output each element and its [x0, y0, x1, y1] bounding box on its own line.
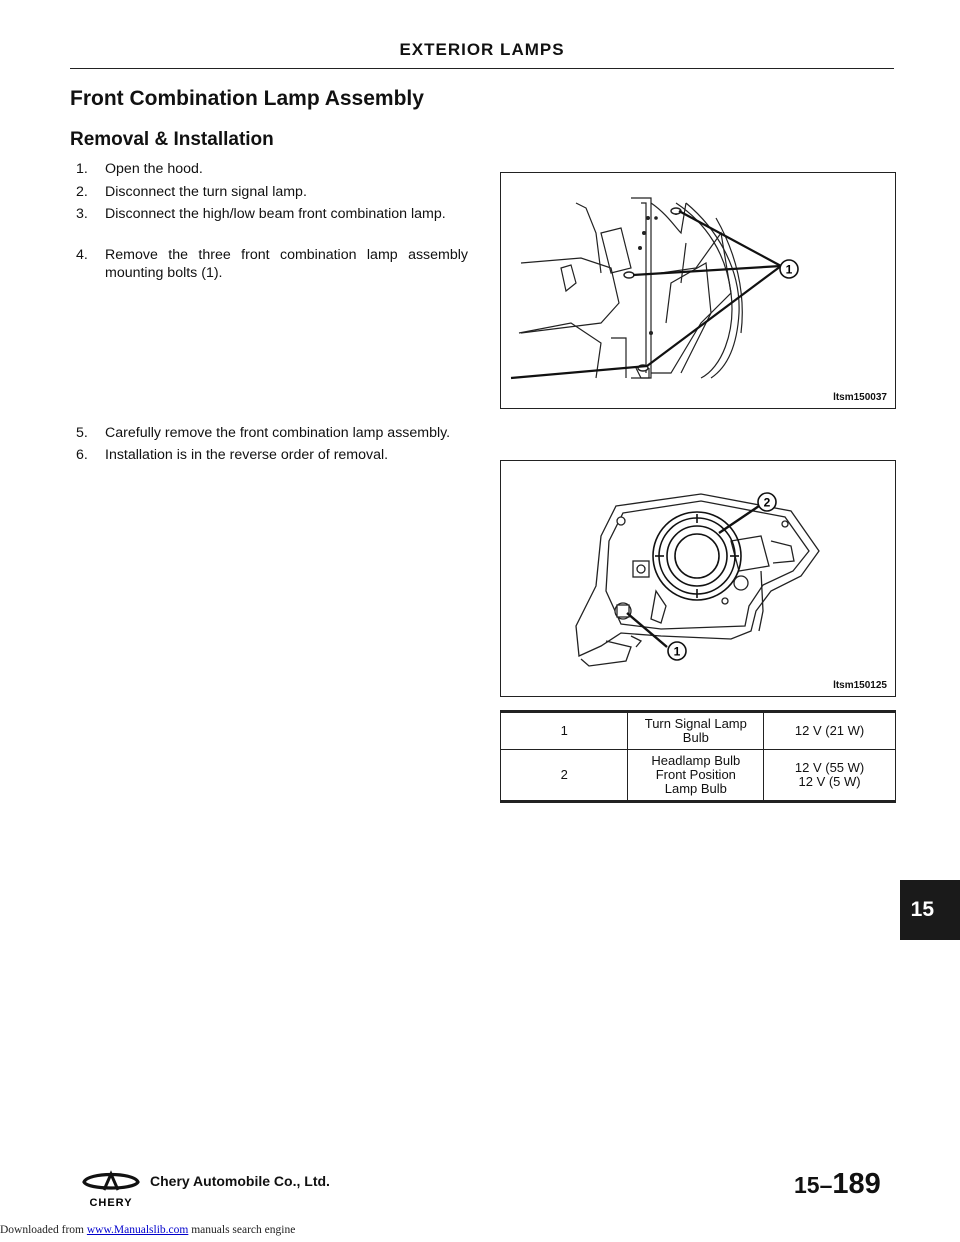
bulb-spec-table	[500, 710, 896, 803]
figure-lamp-rear	[500, 460, 896, 697]
figure-code: ltsm150125	[833, 680, 887, 691]
step-text: Carefully remove the front combination lamp assembly.	[105, 425, 451, 441]
table-cell-name	[628, 712, 764, 750]
table-row	[501, 712, 896, 750]
section-subheading: Removal & Installation	[70, 129, 274, 150]
section-tab	[900, 880, 960, 940]
download-footer	[0, 1224, 295, 1236]
manualslib-link[interactable]: www.Manualslib.com	[86, 1224, 189, 1236]
step-number: 6.	[76, 447, 88, 463]
name-line: Lamp Bulb	[664, 781, 727, 796]
step-text: Disconnect the high/low beam front combination lamp.	[105, 206, 446, 222]
table-row	[501, 750, 896, 802]
page-number-value: 189	[832, 1168, 881, 1200]
header-divider	[70, 68, 894, 69]
step-text: Open the hood.	[105, 161, 203, 177]
name-line: Turn Signal Lamp	[644, 716, 747, 731]
callout-label: 2	[763, 495, 771, 510]
chery-logo-icon	[80, 1168, 142, 1216]
figure-code: ltsm150037	[833, 392, 887, 403]
step-number: 4.	[76, 247, 88, 263]
logo-wordmark: CHERY	[89, 1197, 133, 1209]
step-number: 5.	[76, 425, 88, 441]
section-header: EXTERIOR LAMPS	[399, 40, 565, 59]
spec-line: 12 V (55 W)	[794, 760, 865, 775]
name-line: Bulb	[682, 730, 709, 745]
step-number: 3.	[76, 206, 88, 222]
table-cell-name	[628, 750, 764, 802]
table-cell-id: 1	[501, 712, 628, 750]
step-text: Remove the three front combination lamp assembly mounting bolts (1).	[105, 247, 468, 281]
spec-line: 12 V (21 W)	[794, 723, 865, 738]
step-text: Installation is in the reverse order of removal.	[105, 447, 389, 463]
page-prefix: 15–	[794, 1172, 833, 1198]
callout-label: 1	[673, 644, 681, 659]
name-line: Headlamp Bulb	[651, 753, 741, 768]
download-suffix: manuals search engine	[188, 1224, 296, 1236]
table-cell-spec	[764, 750, 896, 802]
step-number: 1.	[76, 161, 88, 177]
section-tab-label: 15	[910, 898, 934, 921]
table-cell-spec	[764, 712, 896, 750]
spec-line: 12 V (5 W)	[798, 774, 861, 789]
table-cell-id: 2	[501, 750, 628, 802]
step-text: Disconnect the turn signal lamp.	[105, 184, 307, 200]
company-name: Chery Automobile Co., Ltd.	[150, 1173, 330, 1189]
callout-label: 1	[785, 262, 793, 277]
mounting-bolts-illustration	[501, 173, 895, 408]
lamp-rear-illustration	[501, 461, 895, 696]
download-prefix: Downloaded from	[0, 1224, 87, 1236]
page-title: Front Combination Lamp Assembly	[70, 87, 424, 110]
figure-mounting-bolts	[500, 172, 896, 409]
page-number	[794, 1168, 881, 1201]
name-line: Front Position	[655, 767, 736, 782]
step-number: 2.	[76, 184, 88, 200]
chery-logo	[80, 1168, 142, 1221]
